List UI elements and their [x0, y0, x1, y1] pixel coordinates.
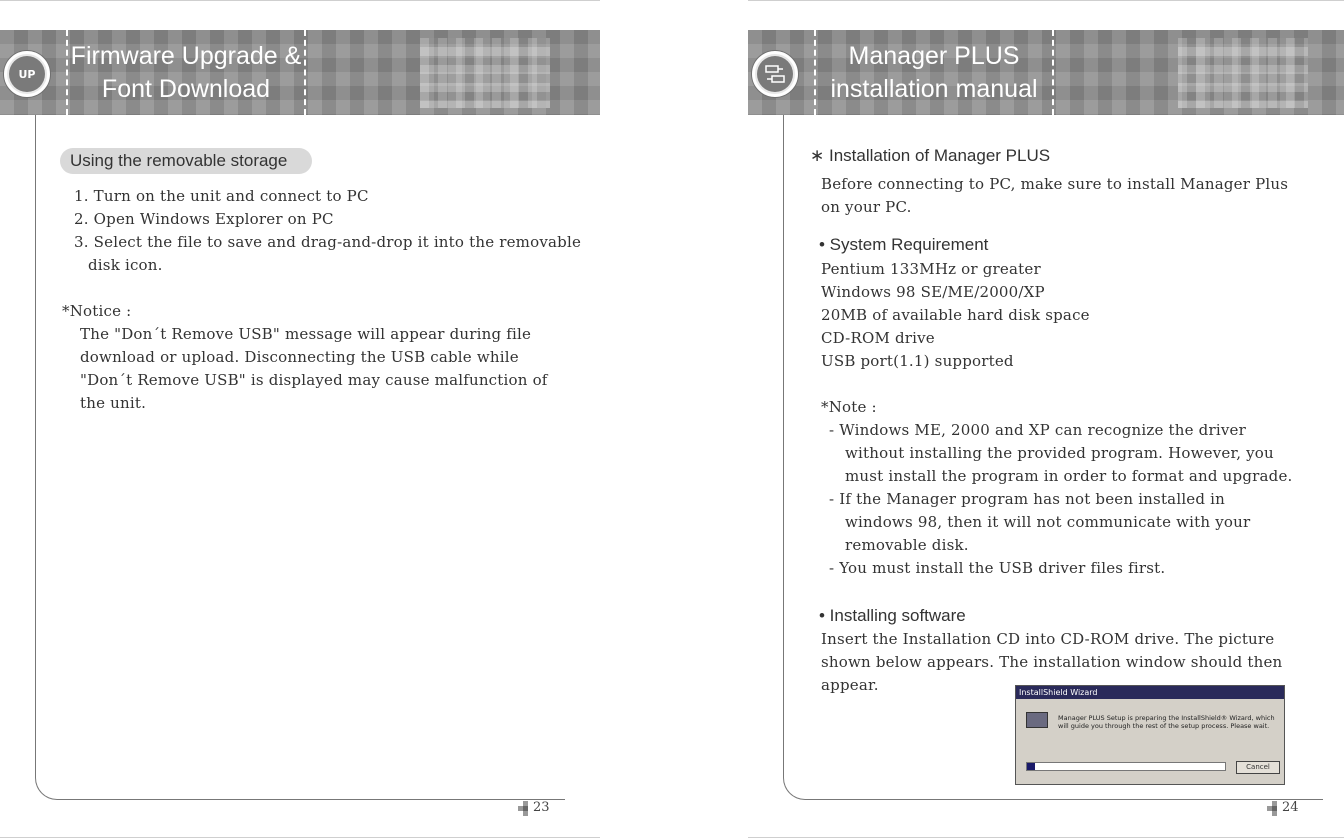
- page-number: [1267, 800, 1299, 815]
- bottom-rule: [0, 837, 600, 838]
- notice-line: "Don´t Remove USB" is displayed may cause malfunction of: [80, 371, 548, 389]
- notice-line: the unit.: [80, 394, 147, 412]
- install-line: shown below appears. The installation window should then: [821, 653, 1283, 671]
- notice-block: [62, 300, 548, 415]
- intro-line: on your PC.: [821, 198, 912, 216]
- intro-line: Before connecting to PC, make sure to install Manager Plus: [821, 175, 1289, 193]
- header-banner: [0, 30, 600, 115]
- wizard-titlebar: InstallShield Wizard: [1016, 686, 1284, 699]
- steps-list: [74, 185, 581, 277]
- note-line: removable disk.: [845, 536, 969, 554]
- note-line: - You must install the USB driver files first.: [829, 559, 1166, 577]
- sysreq-item: USB port(1.1) supported: [821, 352, 1014, 370]
- step-item: disk icon.: [88, 256, 163, 274]
- note-line: - Windows ME, 2000 and XP can recognize the driver: [829, 421, 1246, 439]
- section-heading: ∗ Installation of Manager PLUS: [810, 146, 1051, 165]
- page-marker-icon: [1267, 801, 1281, 815]
- installer-icon: [1026, 712, 1048, 728]
- upgrade-icon: [4, 51, 50, 97]
- page-number-text: 23: [533, 800, 550, 815]
- step-item: 2. Open Windows Explorer on PC: [74, 210, 334, 228]
- intro-text: [821, 173, 1288, 219]
- sysreq-item: 20MB of available hard disk space: [821, 306, 1090, 324]
- notice-line: The "Don´t Remove USB" message will appear during file: [80, 325, 532, 343]
- wizard-progress-bar: [1026, 762, 1226, 771]
- banner-pattern: [1178, 38, 1308, 108]
- sysreq-item: Windows 98 SE/ME/2000/XP: [821, 283, 1045, 301]
- install-heading: • Installing software: [819, 606, 966, 625]
- header-title: [66, 30, 306, 115]
- usb-plug-icon: [763, 62, 787, 86]
- sysreq-item: CD-ROM drive: [821, 329, 935, 347]
- section-pill: Using the removable storage: [60, 148, 312, 174]
- sysreq-item: Pentium 133MHz or greater: [821, 260, 1041, 278]
- page-number-text: 24: [1282, 800, 1299, 815]
- page-number: [518, 800, 550, 815]
- step-item: 1. Turn on the unit and connect to PC: [74, 187, 369, 205]
- header-title: [814, 30, 1054, 115]
- install-line: appear.: [821, 676, 879, 694]
- sysreq-heading: • System Requirement: [819, 235, 989, 254]
- banner-pattern: [420, 38, 550, 108]
- note-line: without installing the provided program. However, you: [845, 444, 1274, 462]
- wizard-message: Manager PLUS Setup is preparing the InstallShield® Wizard, which will guide you through the rest of the setup process. Please wait.: [1058, 714, 1275, 730]
- note-block: [821, 396, 1293, 580]
- top-rule: [748, 0, 1344, 1]
- step-item: 3. Select the file to save and drag-and-drop it into the removable: [74, 233, 582, 251]
- cancel-button[interactable]: Cancel: [1236, 761, 1280, 774]
- install-line: Insert the Installation CD into CD-ROM drive. The picture: [821, 630, 1275, 648]
- page-marker-icon: [518, 801, 532, 815]
- note-line: windows 98, then it will not communicate with your: [845, 513, 1251, 531]
- wizard-progress-fill: [1027, 763, 1035, 770]
- installshield-wizard-window: [1015, 685, 1285, 785]
- bottom-rule: [748, 837, 1344, 838]
- note-line: - If the Manager program has not been installed in: [829, 490, 1226, 508]
- header-title-line2: Font Download: [101, 74, 271, 103]
- header-title-line2: installation manual: [830, 74, 1038, 103]
- notice-heading: *Notice :: [62, 302, 132, 320]
- top-rule: [0, 0, 600, 1]
- usb-connect-icon: [752, 51, 798, 97]
- upgrade-icon-label: UP: [9, 56, 45, 92]
- note-line: must install the program in order to format and upgrade.: [845, 467, 1293, 485]
- left-page: [0, 0, 600, 840]
- notice-line: download or upload. Disconnecting the USB cable while: [80, 348, 519, 366]
- sysreq-list: [821, 258, 1090, 373]
- header-title-line1: Firmware Upgrade &: [70, 41, 302, 70]
- header-title-line1: Manager PLUS: [848, 41, 1020, 70]
- note-heading: *Note :: [821, 398, 877, 416]
- header-banner: [748, 30, 1344, 115]
